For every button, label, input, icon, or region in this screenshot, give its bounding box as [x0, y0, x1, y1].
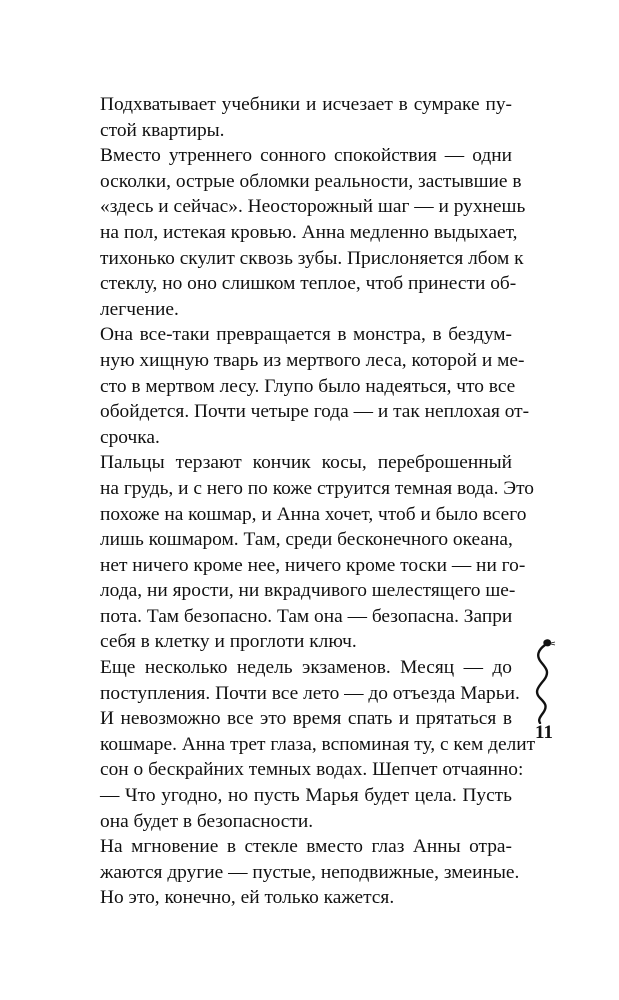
text-line: она будет в безопасности. [100, 810, 314, 832]
text-line: на пол, истекая кровью. Анна медленно выдыхает, [100, 221, 518, 243]
page-number: 11 [535, 722, 553, 743]
text-line: похоже на кошмар, и Анна хочет, чтоб и было всего [100, 503, 527, 525]
text-line: Еще несколько недель экзаменов. Месяц — до [100, 657, 512, 679]
text-line: И невозможно все это время спать и прятаться в [100, 708, 512, 730]
text-line: лода, ни ярости, ни вкрадчивого шелестящего ше- [100, 580, 516, 602]
text-line: тихонько скулит сквозь зубы. Прислоняется лбом к [100, 247, 524, 269]
text-line: нет ничего кроме нее, ничего кроме тоски — ни го- [100, 554, 526, 576]
body-text [100, 92, 536, 911]
text-line: кошмаре. Анна трет глаза, вспоминая ту, с кем делит [100, 733, 536, 755]
text-line: Но это, конечно, ей только кажется. [100, 887, 395, 909]
text-line: Пальцы терзают кончик косы, переброшенный [100, 452, 512, 474]
text-line: Подхватывает учебники и исчезает в сумраке пу- [100, 94, 512, 115]
text-line: срочка. [100, 426, 160, 448]
text-line: Она все-таки превращается в монстра, в бездум- [100, 324, 512, 346]
text-line: Вместо утреннего сонного спокойствия — одни [100, 145, 512, 167]
text-line: сто в мертвом лесу. Глупо было надеяться, что все [100, 375, 516, 397]
text-line: на грудь, и с него по коже струится темная вода. Это [100, 477, 534, 499]
text-line: ную хищную тварь из мертвого леса, которой и ме- [100, 349, 525, 371]
text-line: стеклу, но оно слишком теплое, чтоб принести об- [100, 273, 517, 295]
text-line: сон о бескрайних темных водах. Шепчет отчаянно: [100, 759, 524, 781]
text-line: осколки, острые обломки реальности, застывшие в [100, 170, 522, 192]
text-line: «здесь и сейчас». Неосторожный шаг — и рухнешь [100, 196, 526, 218]
text-line: себя в клетку и проглоти ключ. [100, 631, 357, 653]
text-line: обойдется. Почти четыре года — и так неплохая от- [100, 401, 530, 423]
text-line: пота. Там безопасно. Там она — безопасна. Запри [100, 605, 513, 627]
snake-icon [528, 636, 556, 724]
text-line: легчение. [100, 298, 179, 320]
text-line: жаются другие — пустые, неподвижные, змеиные. [100, 861, 520, 883]
text-line: лишь кошмаром. Там, среди бесконечного океана, [100, 529, 513, 551]
text-line: — Что угодно, но пусть Марья будет цела. Пусть [100, 785, 512, 807]
text-line: На мгновение в стекле вместо глаз Анны отра- [100, 836, 512, 858]
text-line: поступления. Почти все лето — до отъезда Марьи. [100, 682, 520, 704]
text-line: стой квартиры. [100, 119, 225, 141]
